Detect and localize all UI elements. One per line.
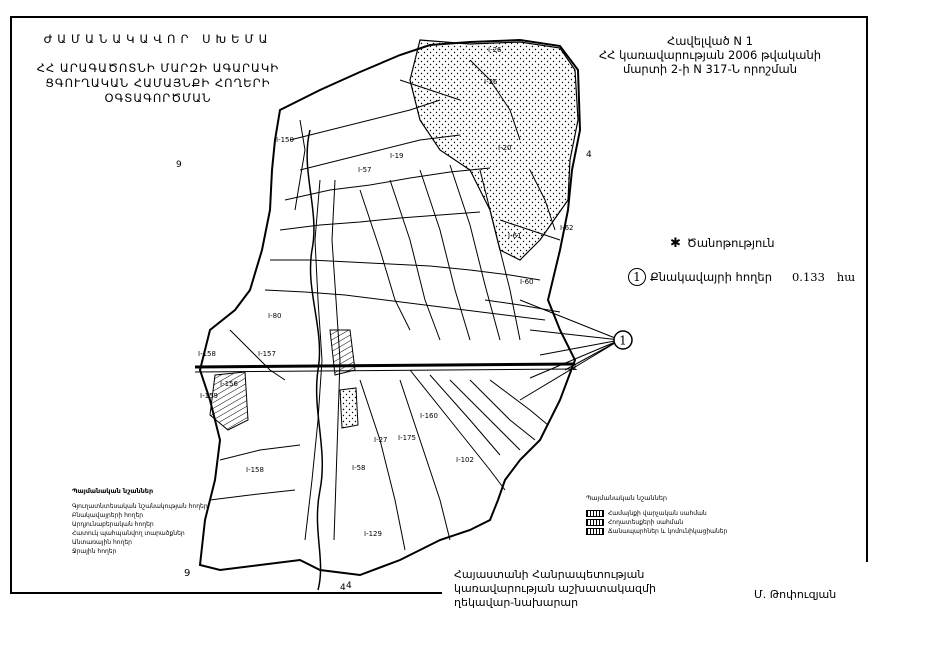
annex-line-1: Հավելված N 1 bbox=[666, 34, 753, 48]
dotted-area-center bbox=[340, 388, 358, 428]
legend-left-item: Ջրային հողեր bbox=[72, 548, 117, 555]
legend-right-item: Ճանապարհներ և կոմունիկացիաներ bbox=[608, 528, 728, 535]
parcel-label: Քնակավայրի հողեր bbox=[650, 270, 772, 284]
map-label: I-62 bbox=[560, 224, 574, 232]
map-label: I-102 bbox=[456, 456, 474, 464]
legend-right-item: Համայնքի վարչական սահման bbox=[608, 510, 707, 517]
title-line-3: ՑԳՈՒՂԱԿԱՆ ՀԱՄԱՅՆՔԻ ՀՈՂԵՐԻ bbox=[45, 76, 271, 90]
map-label: I-175 bbox=[398, 434, 416, 442]
map-label: I-58 bbox=[352, 464, 366, 472]
legend-left-heading: Պայմանական նշաններ bbox=[72, 487, 154, 495]
map-label: I-19 bbox=[390, 152, 404, 160]
legend-left-item: Գյուղատնտեսական նշանակության հողեր bbox=[72, 503, 208, 510]
map-label: I-26 bbox=[488, 46, 502, 54]
signature-organization bbox=[454, 568, 656, 610]
map-label: I-27 bbox=[374, 436, 388, 444]
callout-number: 1 bbox=[619, 333, 627, 348]
map-label: I-129 bbox=[364, 530, 382, 538]
title-line-1: ԺԱՄԱՆԱԿԱՎՈՐ ՍԽԵՄԱ bbox=[43, 32, 273, 46]
legend-right-heading: Պայմանական նշաններ bbox=[586, 494, 668, 502]
main-road-edge bbox=[195, 369, 575, 372]
legend-left-item: Բնակավայրերի հողեր bbox=[72, 512, 144, 519]
map-label: 9 bbox=[184, 568, 191, 579]
org-line-2: կառավարության աշխատակազմի bbox=[454, 582, 656, 595]
map-label: 4 bbox=[586, 150, 592, 160]
legend-left-item: Անտառային հողեր bbox=[72, 539, 132, 546]
legend-right bbox=[586, 494, 727, 536]
note-label: Ծանոթություն bbox=[686, 236, 775, 250]
title-line-2: ՀՀ ԱՐԱԳԱԾՈՏՆԻ ՄԱՐԶԻ ԱԳԱՐԱԿԻ bbox=[36, 61, 280, 75]
asterisk-icon: ✱ bbox=[670, 236, 681, 251]
parcel-area: 0.133 bbox=[791, 270, 825, 284]
hatched-area-center bbox=[330, 330, 355, 375]
map-label: I-20 bbox=[498, 144, 512, 152]
annex-line-2: ՀՀ կառավարության 2006 թվականի bbox=[598, 48, 822, 62]
map-label: I-80 bbox=[268, 312, 282, 320]
org-line-3: ղեկավար-նախարար bbox=[454, 596, 579, 609]
legend-left bbox=[72, 487, 208, 556]
legend-left-item: Հատուկ պահպանվող տարածքներ bbox=[72, 530, 185, 537]
map-label: 1 bbox=[572, 363, 578, 373]
map-label: 4 bbox=[346, 581, 352, 591]
map-label: I-26 bbox=[484, 78, 498, 86]
map-label: 9 bbox=[176, 160, 182, 170]
title-line-4: ՕԳՏԱԳՈՐԾՄԱՆ bbox=[104, 91, 212, 105]
map-label: I-61 bbox=[508, 232, 522, 240]
map-label: I-156 bbox=[220, 380, 238, 388]
map-label: I-160 bbox=[420, 412, 438, 420]
river-line bbox=[307, 130, 322, 590]
legend-swatch bbox=[586, 510, 604, 517]
parcel-unit: հա bbox=[836, 270, 856, 284]
org-line-1: Հայաստանի Հանրապետության bbox=[454, 568, 645, 581]
map-label: I-159 bbox=[200, 392, 218, 400]
map-label: I-150 bbox=[276, 136, 294, 144]
map-label: I-57 bbox=[358, 166, 372, 174]
legend-right-item: Հողատեսքերի սահման bbox=[608, 519, 684, 526]
signer-name: Մ. Թոփուզյան bbox=[754, 588, 837, 601]
map-label: 4 bbox=[340, 583, 346, 593]
map-label: I-157 bbox=[258, 350, 276, 358]
legend-left-item: Արդյունաբերական հողեր bbox=[72, 521, 154, 528]
map-label: I-158 bbox=[246, 466, 264, 474]
main-road bbox=[195, 364, 575, 367]
map-label: I-60 bbox=[520, 278, 534, 286]
parcel-number-icon: 1 bbox=[628, 268, 646, 286]
annex-line-3: մարտի 2-ի N 317-Ն որոշման bbox=[622, 62, 798, 76]
map-label: I-158 bbox=[198, 350, 216, 358]
legend-swatch bbox=[586, 528, 604, 535]
legend-swatch bbox=[586, 519, 604, 526]
